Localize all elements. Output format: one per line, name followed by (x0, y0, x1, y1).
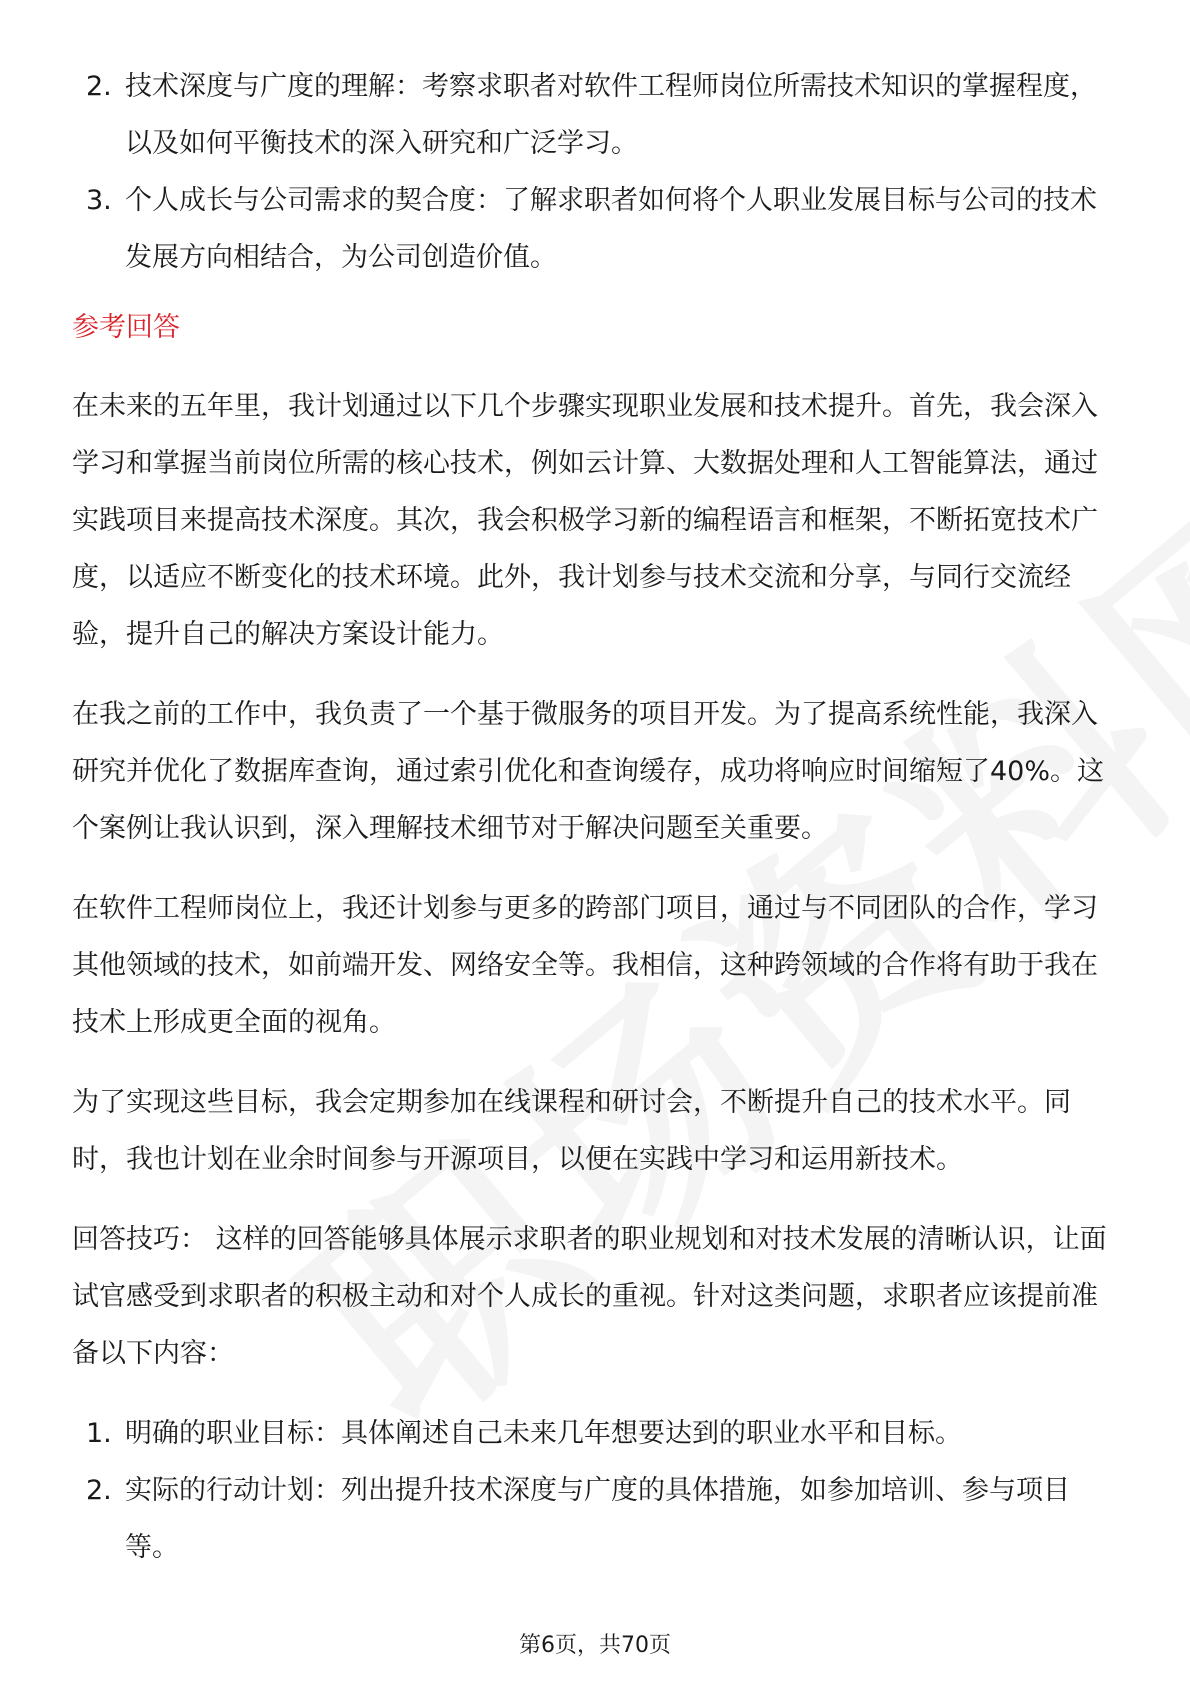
list-number: 2. (86, 1475, 112, 1506)
answer-paragraph: 为了实现这些目标，我会定期参加在线课程和研讨会，不断提升自己的技术水平。同时，我也计划在业余时间参与开源项目，以便在实践中学习和运用新技术。 (72, 1087, 1071, 1175)
list-item (72, 58, 1120, 172)
list-item (72, 172, 1120, 286)
list-number: 1. (86, 1418, 112, 1449)
answer-paragraph: 在我之前的工作中，我负责了一个基于微服务的项目开发。为了提高系统性能，我深入研究并优化了数据库查询，通过索引优化和查询缓存，成功将响应时间缩短了40%。这个案例让我认识到，深入理解技术细节对于解决问题至关重要。 (72, 699, 1105, 844)
tips-paragraph: 回答技巧： 这样的回答能够具体展示求职者的职业规划和对技术发展的清晰认识，让面试官感受到求职者的积极主动和对个人成长的重视。针对这类问题，求职者应该提前准备以下内容： (72, 1224, 1107, 1369)
page-content (72, 58, 1120, 1576)
answer-paragraph: 在未来的五年里，我计划通过以下几个步骤实现职业发展和技术提升。首先，我会深入学习和掌握当前岗位所需的核心技术，例如云计算、大数据处理和人工智能算法，通过实践项目来提高技术深度。其次，我会积极学习新的编程语言和框架，不断拓宽技术广度，以适应不断变化的技术环境。此外，我计划参与技术交流和分享，与同行交流经验，提升自己的解决方案设计能力。 (72, 391, 1098, 650)
list-number: 3. (86, 185, 112, 216)
preparation-list (72, 1405, 1120, 1576)
answer-paragraph: 在软件工程师岗位上，我还计划参与更多的跨部门项目，通过与不同团队的合作，学习其他领域的技术，如前端开发、网络安全等。我相信，这种跨领域的合作将有助于我在技术上形成更全面的视角。 (72, 893, 1098, 1038)
list-number: 2. (86, 71, 112, 102)
list-item-text: 实际的行动计划：列出提升技术深度与广度的具体措施，如参加培训、参与项目等。 (125, 1475, 1070, 1563)
section-heading: 参考回答 (72, 312, 180, 343)
list-item (72, 1462, 1120, 1576)
list-item (72, 1405, 1120, 1462)
list-item-text: 个人成长与公司需求的契合度：了解求职者如何将个人职业发展目标与公司的技术发展方向相结合，为公司创造价值。 (125, 185, 1097, 273)
criteria-list (72, 58, 1120, 286)
list-item-text: 技术深度与广度的理解：考察求职者对软件工程师岗位所需技术知识的掌握程度，以及如何平衡技术的深入研究和广泛学习。 (125, 71, 1097, 159)
page-number: 第6页，共70页 (519, 1633, 671, 1658)
list-item-text: 明确的职业目标：具体阐述自己未来几年想要达到的职业水平和目标。 (125, 1418, 962, 1449)
